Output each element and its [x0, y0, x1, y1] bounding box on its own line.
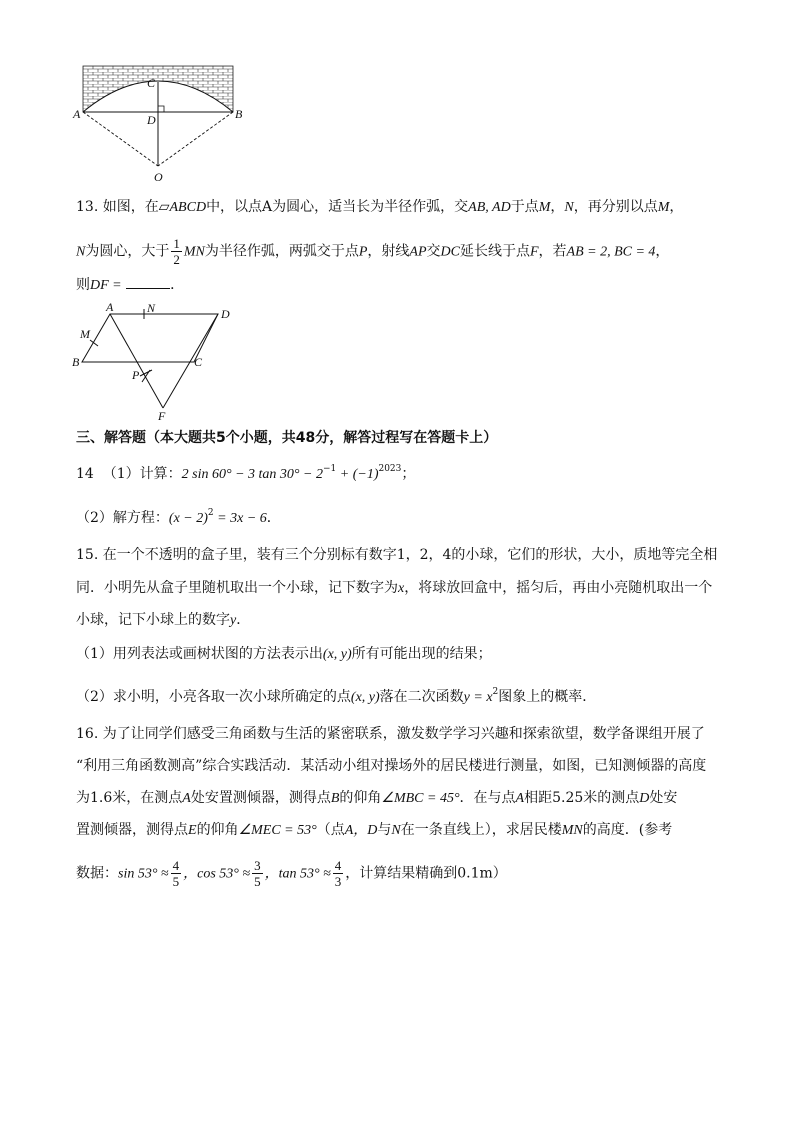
q15-text: 同．小明先从盒子里随机取出一个小球，记下数字为 — [76, 580, 398, 596]
q16-line5 — [76, 858, 507, 889]
q13-math: P — [358, 244, 368, 260]
label-b: B — [72, 355, 80, 369]
extension-df — [163, 314, 218, 408]
frac-den: 5 — [172, 874, 180, 889]
q16-text: 为1.6米，在测点 — [76, 790, 183, 806]
q14-part2 — [76, 508, 281, 529]
frac-num: 4 — [172, 858, 180, 873]
q14-math: = 3x − 6 — [213, 511, 267, 526]
q16-math: sin 53° ≈ — [118, 866, 169, 882]
q13-text: 延长线于点 — [459, 243, 530, 260]
q16-text: 的仰角 — [196, 822, 239, 838]
label-n: N — [147, 301, 156, 315]
frac-den: 2 — [173, 252, 180, 267]
answer-blank[interactable] — [126, 274, 170, 289]
q13-math: DF = — [90, 278, 122, 293]
parallelogram-symbol: ▱ — [158, 199, 170, 215]
section3-title: 三、解答题（本大题共5个小题，共48分，解答过程写在答题卡上） — [76, 430, 498, 446]
q16-math: D — [639, 791, 650, 806]
q16-text: 在一条直线上），求居民楼 — [400, 822, 562, 838]
q15-text: （2）求小明，小亮各取一次小球所确定的点 — [76, 689, 351, 705]
q13-math: MN — [183, 244, 205, 260]
q16-math: A — [515, 791, 525, 806]
label-o: O — [154, 170, 163, 184]
ray-af — [110, 314, 163, 408]
q14-text: ． — [266, 510, 281, 526]
q13-math: DC — [440, 244, 460, 260]
label-c: C — [147, 76, 156, 90]
frac-num: 1 — [173, 236, 180, 251]
q15-math: (x, y) — [322, 647, 352, 662]
q16-math: MN — [561, 823, 583, 838]
q15-text: 所有可能出现的结果； — [351, 646, 492, 662]
bridge-figure — [70, 60, 250, 186]
q15-text: （1）用列表法或画树状图的方法表示出 — [76, 646, 323, 662]
parallelogram-figure — [70, 300, 240, 424]
q16-math: ，cos 53° ≈ — [183, 866, 251, 882]
q14-math: (x − 2) — [168, 511, 208, 526]
q13-text: ， — [669, 199, 684, 215]
q16-line3 — [76, 788, 677, 809]
q13-math: M — [538, 200, 551, 215]
q16-math: A，D — [344, 823, 378, 838]
frac-den: 3 — [334, 874, 342, 889]
q13-math: AP — [409, 244, 427, 260]
q15-line2 — [76, 578, 712, 599]
q13-line3 — [76, 274, 184, 296]
q16-text: 置测倾器，测得点 — [76, 822, 188, 838]
q16-text: （点 — [316, 822, 345, 838]
q13-line2 — [76, 236, 669, 267]
frac-den: 5 — [254, 874, 261, 889]
q16-math: ∠MBC = 45° — [381, 791, 460, 806]
q13-text: 则 — [76, 277, 90, 293]
fraction-cos — [252, 858, 263, 889]
q14-part1 — [76, 464, 415, 485]
q13-text: ，若 — [538, 243, 567, 260]
label-a: A — [106, 300, 114, 314]
q13-number: 13. — [76, 199, 99, 215]
q13-text: 于点 — [510, 199, 539, 215]
q16-text: 处安 — [649, 790, 678, 806]
q16-text: 处安置测倾器，测得点 — [190, 790, 331, 806]
q14-exponent: 2023 — [378, 464, 402, 474]
label-c: C — [194, 355, 203, 369]
q16-text: ．在与点 — [459, 790, 516, 806]
label-d: D — [147, 113, 156, 127]
q13-math: M — [657, 200, 670, 215]
q13-text: ，射线 — [367, 243, 410, 260]
q14-exponent: −1 — [322, 464, 337, 474]
q14-text: （1）计算： — [102, 466, 182, 482]
q13-text: 中，以点A为圆心，适当长为半径作弧，交 — [206, 199, 469, 215]
q14-math: + (−1) — [336, 467, 379, 482]
q16-text: ，计算结果精确到0.1m） — [345, 865, 507, 882]
label-a: A — [73, 107, 81, 121]
q13-math: F — [529, 244, 539, 260]
q14-number: 14 — [76, 466, 94, 482]
q15-text: ． — [236, 612, 251, 628]
arc-mark-p — [140, 370, 152, 382]
q14-math: 2 sin 60° − 3 tan 30° − 2 — [181, 467, 323, 482]
q13-text: 为半径作弧，两弧交于点 — [204, 243, 359, 260]
label-b: B — [235, 107, 243, 121]
q15-text: 落在二次函数 — [379, 689, 464, 705]
q15-text: 小球，记下小球上的数字 — [76, 612, 230, 628]
q14-text: （2）解方程： — [76, 510, 169, 526]
label-d: D — [221, 307, 230, 321]
q15-math: y — [230, 613, 237, 628]
q14-exponent: 2 — [207, 508, 214, 518]
dashed-bo — [158, 112, 233, 166]
q15-math: x — [398, 581, 405, 596]
q13-math: N — [564, 200, 574, 215]
q15-math: (x, y) — [350, 690, 380, 705]
label-m: M — [80, 327, 90, 341]
fraction-tan — [333, 858, 344, 889]
q15-text: ，将球放回盒中，摇匀后，再由小亮随机取出一个 — [404, 580, 713, 596]
q13-text: ， — [550, 199, 565, 215]
q16-text: 与 — [377, 822, 392, 838]
label-p: P — [132, 368, 140, 382]
fraction-sin — [171, 858, 182, 889]
q16-text: 的高度．(参考 — [582, 822, 673, 838]
q13-text: 如图，在 — [102, 199, 159, 215]
q15-part1 — [76, 644, 492, 665]
q16-math: N — [391, 823, 401, 838]
q16-text: 的仰角 — [339, 790, 382, 806]
q13-math: ABCD — [169, 200, 207, 215]
q15-part2 — [76, 687, 596, 708]
fraction-half — [171, 236, 182, 267]
q15-exponent: 2 — [492, 687, 499, 697]
q16-line4 — [76, 820, 672, 841]
q13-line1 — [76, 197, 683, 218]
q13-text: ， — [655, 243, 670, 260]
q14-text: ； — [401, 466, 416, 482]
q16-math: ∠MEC = 53° — [238, 823, 317, 838]
frac-num: 3 — [254, 858, 261, 873]
label-f: F — [158, 409, 166, 423]
q13-math: N — [76, 244, 86, 260]
q16-text: 相距5.25米的测点 — [524, 790, 640, 806]
frac-num: 4 — [334, 858, 342, 873]
q16-math: E — [188, 823, 197, 838]
q16-math: B — [330, 791, 340, 806]
q16-line1: 16. 为了让同学们感受三角函数与生活的紧密联系，激发数学学习兴趣和探索欲望，数学备课组开展了 — [76, 726, 705, 742]
q16-line2: “利用三角函数测高”综合实践活动．某活动小组对操场外的居民楼进行测量，如图，已知测倾器的高度 — [76, 758, 707, 774]
q13-math: AB = 2, BC = 4 — [566, 244, 656, 260]
q16-math: ，tan 53° ≈ — [264, 866, 331, 882]
q15-math: y = x — [463, 690, 493, 705]
q13-text: ． — [170, 277, 185, 293]
q13-text: 交 — [426, 243, 441, 260]
q15-line1: 15. 在一个不透明的盒子里，装有三个分别标有数字1，2，4的小球，它们的形状，大小，质地等完全相 — [76, 547, 718, 563]
q13-text: 为圆心，大于 — [85, 243, 170, 260]
q15-line3 — [76, 610, 250, 631]
q16-math: A — [182, 791, 191, 806]
q13-text: ，再分别以点 — [573, 199, 658, 215]
q13-math: AB, AD — [468, 200, 511, 215]
q16-text: 数据： — [76, 865, 118, 882]
q15-text: 图象上的概率． — [498, 689, 597, 705]
